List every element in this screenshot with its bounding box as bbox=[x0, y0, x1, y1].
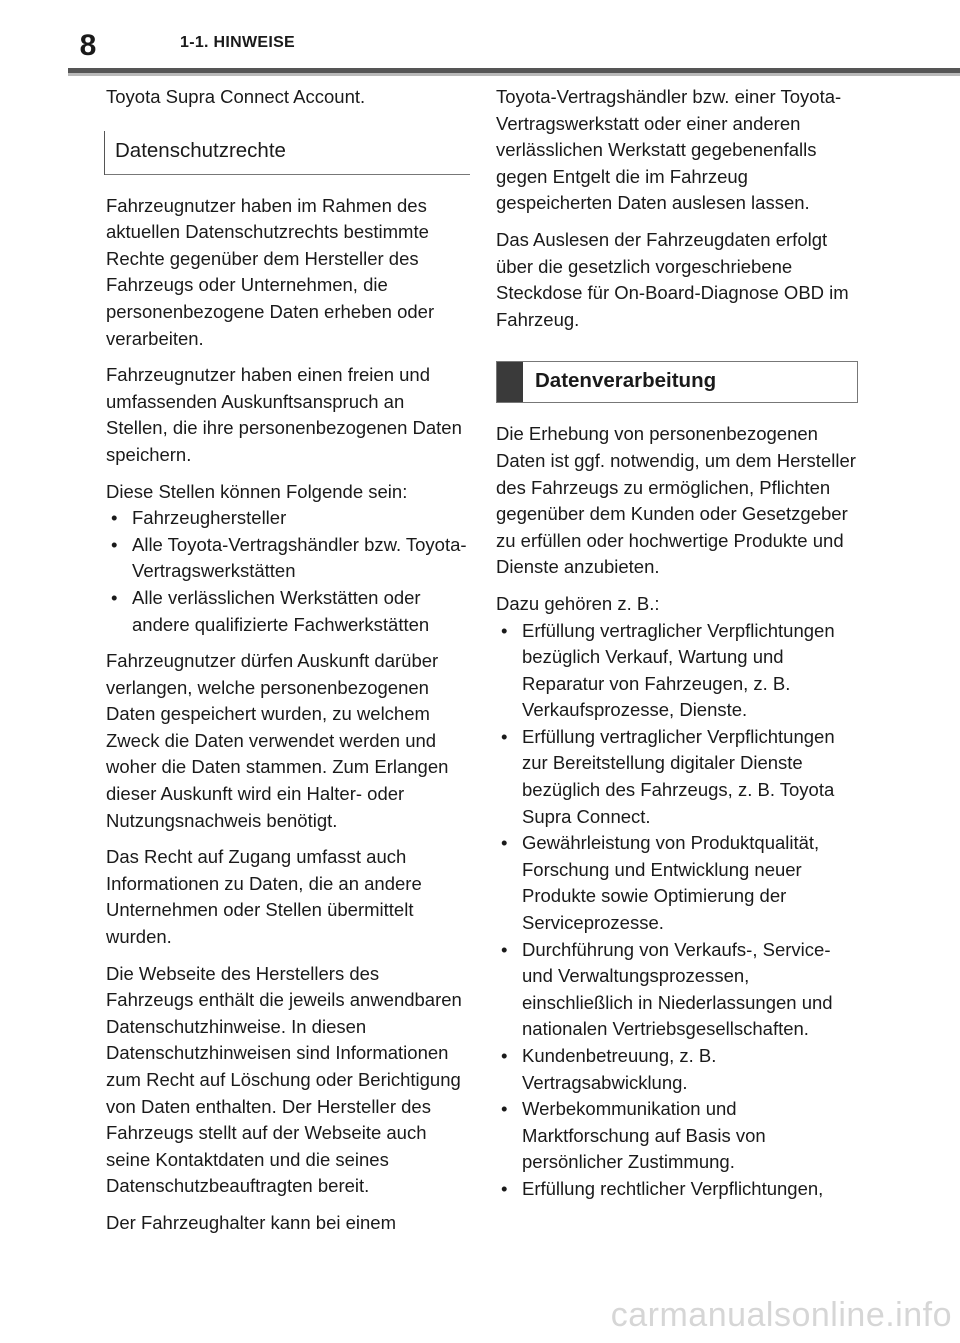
paragraph: Dazu gehören z. B.: bbox=[496, 592, 660, 614]
paragraph: Fahrzeugnutzer haben im Rahmen des aktuellen Datenschutzrechts bestimmte Rechte gegenüber dem Hersteller des Fahrzeugs oder Unternehmen, die personenbezogene Daten erheben oder verarbeiten. bbox=[106, 194, 435, 349]
left-column bbox=[106, 84, 468, 1247]
paragraph: Fahrzeugnutzer haben einen freien und umfassenden Auskunftsanspruch an Stellen, die ihre personenbezogenen Daten speichern. bbox=[106, 364, 462, 465]
list-item: • Alle Toyota-Vertragshändler bzw. Toyota-Vertragswerkstätten bbox=[106, 532, 468, 585]
section-title: 1-1. HINWEISE bbox=[180, 34, 296, 51]
right-column bbox=[496, 84, 858, 1213]
page-header bbox=[0, 0, 960, 76]
heading-text: Datenverarbeitung bbox=[535, 369, 717, 393]
paragraph: Der Fahrzeughalter kann bei einem bbox=[106, 1211, 396, 1233]
bullet-list bbox=[496, 618, 858, 1203]
watermark: carmanualsonline.info bbox=[610, 1296, 952, 1334]
list-item: • Fahrzeughersteller bbox=[106, 505, 468, 532]
paragraph: Das Auslesen der Fahrzeugdaten erfolgt über die gesetzlich vorgeschriebene Steckdose für On-Board-Diagnose OBD im Fahrzeug. bbox=[496, 228, 849, 330]
list-item: • Erfüllung rechtlicher Verpflichtungen, bbox=[496, 1176, 858, 1203]
list-item: • Werbekommunikation und Marktforschung auf Basis von persönlicher Zustimmung. bbox=[496, 1096, 858, 1176]
paragraph: Fahrzeugnutzer dürfen Auskunft darüber verlangen, welche personenbezogenen Daten gespeichert wurden, zu welchem Zweck die Daten verwendet werden und woher die Daten stammen. Zum Erlangen dieser Auskunft wird ein Halter- oder Nutzungsnachweis benötigt. bbox=[106, 650, 449, 831]
paragraph: Das Recht auf Zugang umfasst auch Informationen zu Daten, die an andere Unternehmen oder Stellen übermittelt wurden. bbox=[106, 846, 422, 948]
paragraph: Die Webseite des Herstellers des Fahrzeugs enthält die jeweils anwendbaren Datenschutzhinweise. In diesen Datenschutzhinweisen sind Informationen zum Recht auf Löschung oder Berichtigung von Daten enthalten. Der Hersteller des Fahrzeugs stellt auf der Webseite auch seine Kontaktdaten und die seines Datenschutzbeauftragten bereit. bbox=[106, 962, 462, 1197]
list-item: • Gewährleistung von Produktqualität, Forschung und Entwicklung neuer Produkte sowie Optimierung der Serviceprozesse. bbox=[496, 830, 858, 936]
heading-bar bbox=[497, 362, 523, 402]
heading-datenschutzrechte: Datenschutzrechte bbox=[104, 131, 468, 175]
header-rule-shadow bbox=[68, 73, 960, 76]
paragraph: Toyota-Vertragshändler bzw. einer Toyota-Vertragswerkstatt oder einer anderen verlässlichen Werkstatt gegebenenfalls gegen Entgelt die im Fahrzeug gespeicherten Daten auslesen lassen. bbox=[496, 86, 842, 214]
list-item: • Durchführung von Verkaufs-, Service- und Verwaltungsprozessen, einschließlich in Niederlassungen und nationalen Vertriebsgesellschaften. bbox=[496, 937, 858, 1043]
list-item: • Erfüllung vertraglicher Verpflichtungen bezüglich Verkauf, Wartung und Reparatur von Fahrzeugen, z. B. Verkaufsprozesse, Dienste. bbox=[496, 618, 858, 724]
list-item: • Alle verlässlichen Werkstätten oder andere qualifizierte Fachwerkstätten bbox=[106, 585, 468, 638]
paragraph: Die Erhebung von personenbezogenen Daten ist ggf. notwendig, um dem Hersteller des Fahrzeugs zu ermöglichen, Pflichten gegenüber dem Kunden oder Gesetzgeber zu erfüllen oder hochwertige Produkte und Dienste anzubieten. bbox=[496, 423, 856, 578]
list-item: • Kundenbetreuung, z. B. Vertragsabwicklung. bbox=[496, 1043, 858, 1096]
paragraph: Diese Stellen können Folgende sein: bbox=[106, 480, 408, 502]
bullet-list bbox=[106, 505, 468, 638]
list-item: • Erfüllung vertraglicher Verpflichtungen zur Bereitstellung digitaler Dienste bezüglich des Fahrzeugs, z. B. Toyota Supra Connect. bbox=[496, 724, 858, 830]
intro-text: Toyota Supra Connect Account. bbox=[106, 86, 366, 107]
page-number: 8 bbox=[70, 24, 106, 68]
heading-datenverarbeitung bbox=[496, 361, 858, 403]
